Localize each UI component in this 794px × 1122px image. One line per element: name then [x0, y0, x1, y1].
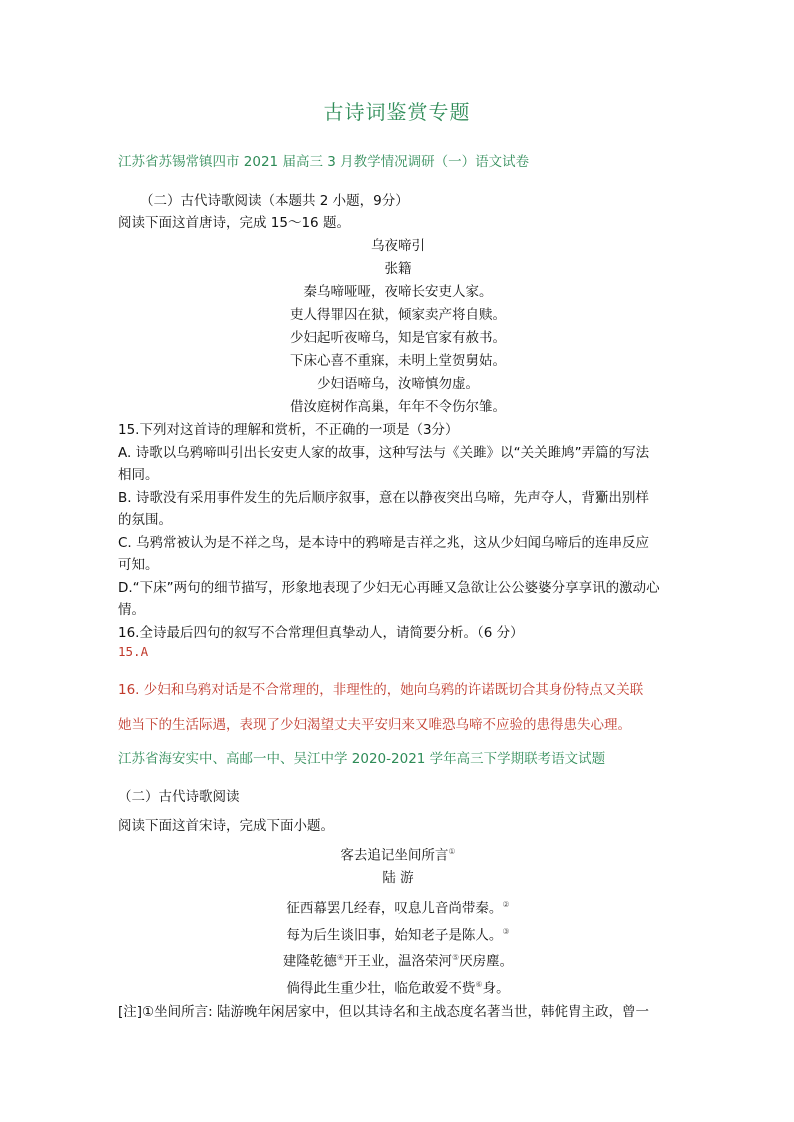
section2-instruction: 阅读下面这首宋诗，完成下面小题。: [118, 818, 334, 834]
question-15: 15.下列对这首诗的理解和赏析，不正确的一项是（3分）: [118, 422, 459, 438]
answer-16-line-1: 16. 少妇和乌鸦对话是不合常理的，非理性的，她向乌鸦的许诺既切合其身份特点又关联: [118, 682, 644, 698]
q15-option-c: C. 乌鸦常被认为是不祥之鸟，是本诗中的鸦啼是吉祥之兆，这从少妇闻乌啼后的连串反应: [118, 535, 650, 551]
poem1-line: 少妇起听夜啼乌，知是官家有赦书。: [290, 330, 506, 346]
footnote-marker: ④: [336, 953, 344, 962]
section1-source: 江苏省苏锡常镇四市 2021 届高三 3 月教学情况调研（一）语文试卷: [118, 154, 530, 170]
footnote-marker: ②: [502, 900, 510, 909]
poem2-line-text: 征西幕罢几经春，叹息儿音尚带秦。: [286, 900, 503, 917]
poem1-author: 张籍: [384, 261, 412, 277]
poem2-line: [118, 922, 678, 946]
poem2-line-text: 每为后生谈旧事，始知老子是陈人。: [286, 927, 503, 944]
poem2-title: [118, 842, 678, 866]
poem1-line: 借汝庭树作高巢，年年不令伤尔雏。: [290, 399, 506, 415]
footnote-marker: ①: [448, 847, 456, 856]
poem1-line: 秦乌啼哑哑，夜啼长安吏人家。: [303, 284, 493, 300]
answer-15: 15.A: [118, 644, 149, 659]
section2-heading: （二）古代诗歌阅读: [118, 789, 240, 805]
poem2-title-text: 客去追记坐间所言: [340, 847, 449, 864]
q15-option-c-cont: 可知。: [118, 557, 159, 573]
footnote-marker: ⑤: [452, 953, 460, 962]
poem1-line: 少妇语啼乌，汝啼慎勿虚。: [317, 376, 479, 392]
q15-option-a-cont: 相同。: [118, 467, 159, 483]
q15-option-a: A. 诗歌以乌鸦啼叫引出长安吏人家的故事，这种写法与《关雎》以“关关雎鸠”弄篇的写法: [118, 445, 650, 461]
poem2-author: 陆 游: [382, 870, 414, 886]
section1-heading: （二）古代诗歌阅读（本题共 2 小题，9分）: [140, 193, 409, 209]
poem2-line: [118, 948, 678, 972]
section1-instruction: 阅读下面这首唐诗，完成 15～16 题。: [118, 215, 350, 231]
section2-source: 江苏省海安实中、高邮一中、吴江中学 2020-2021 学年高三下学期联考语文试题: [118, 751, 606, 767]
question-16: 16.全诗最后四句的叙写不合常理但真挚动人，请简要分析。（6 分）: [118, 625, 524, 641]
page-title: 古诗词鉴赏专题: [323, 100, 471, 124]
poem1-line: 下床心喜不重寐，未明上堂贺舅姑。: [290, 353, 506, 369]
poem2-line-text: 身。: [482, 980, 510, 997]
q15-option-b-cont: 的氛围。: [118, 512, 172, 528]
q15-option-b: B. 诗歌没有采用事件发生的先后顺序叙事，意在以静夜突出乌啼，先声夺人，背玂出别样: [118, 490, 649, 506]
footnote-marker: ③: [502, 927, 510, 936]
footnote-marker: ⑥: [475, 980, 483, 989]
poem2-line-text: 开王业，温洛荣河: [344, 953, 452, 970]
answer-16-line-2: 她当下的生活际遇，表现了少妇渴望丈夫平安归来又唯恐乌啼不应验的患得患失心理。: [118, 717, 631, 733]
poem1-line: 吏人得罪囚在狱，倾家卖产将自赎。: [290, 307, 506, 323]
footnote: [注]①坐间所言: 陆游晚年闲居家中，但以其诗名和主战态度名著当世，韩侂胄主政，曾一: [118, 1004, 649, 1020]
poem2-line-text: 厌房塵。: [459, 953, 514, 970]
poem2-line: [118, 975, 678, 999]
poem1-title: 乌夜啼引: [371, 238, 425, 254]
poem2-line-text: 倘得此生重少壮，临危敢爱不赀: [286, 980, 476, 997]
poem2-line-text: 建隆乾德: [282, 953, 337, 970]
q15-option-d: D.“下床”两句的细节描写，形象地表现了少妇无心再睡又急欲让公公婆婆分享享讯的激动心: [118, 580, 660, 596]
poem2-line: [118, 895, 678, 919]
q15-option-d-cont: 情。: [118, 602, 145, 618]
